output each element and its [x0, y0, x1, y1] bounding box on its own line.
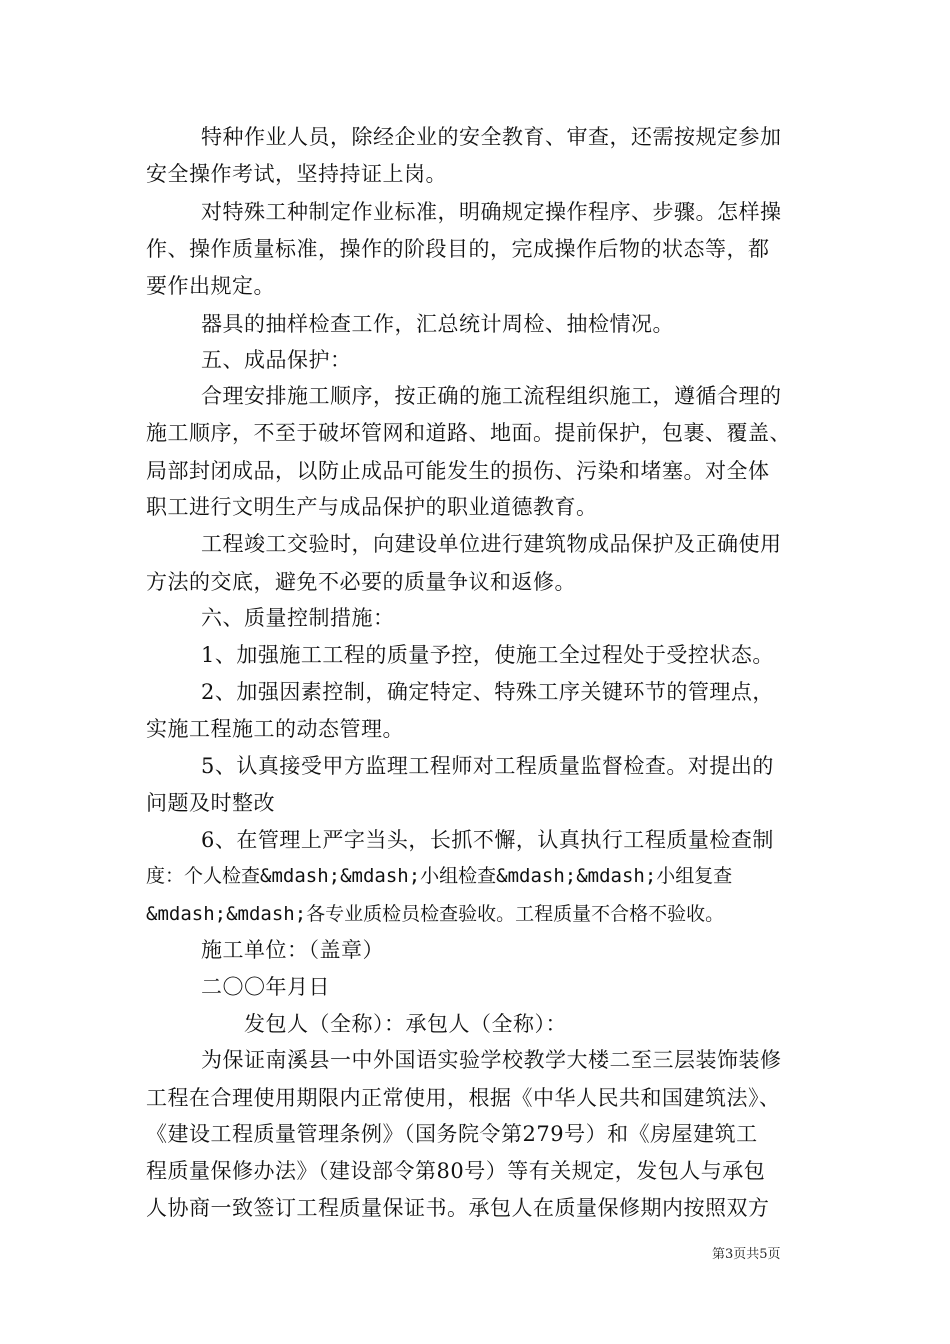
page-number: 第3页共5页 — [712, 1247, 781, 1262]
paragraph-line: 1、加强施工工程的质量予控，使施工全过程处于受控状态。 — [201, 643, 774, 667]
signature-label: 施工单位：（盖章） — [201, 938, 384, 962]
paragraph-line: 施工顺序，不至于破坏管网和道路、地面。提前保护，包裹、覆盖、 — [146, 421, 791, 445]
paragraph-line: 对特殊工种制定作业标准，明确规定操作程序、步骤。怎样操 — [201, 200, 782, 224]
paragraph-line: 工程在合理使用期限内正常使用，根据《中华人民共和国建筑法》、 — [146, 1086, 781, 1110]
paragraph-line: 实施工程施工的动态管理。 — [146, 717, 404, 741]
paragraph-line: 作、操作质量标准，操作的阶段目的，完成操作后物的状态等，都 — [146, 237, 770, 261]
date-line: 二〇〇年月日 — [201, 975, 330, 999]
paragraph-line: 度：个人检查&mdash;&mdash;小组检查&mdash;&mdash;小组复查 — [146, 865, 733, 887]
paragraph-line: 程质量保修办法》（建设部令第80号）等有关规定，发包人与承包 — [146, 1159, 766, 1183]
paragraph-line: 问题及时整改 — [146, 791, 275, 815]
paragraph-line: 6、在管理上严字当头，长抓不懈，认真执行工程质量检查制 — [201, 828, 774, 852]
paragraph-line: 特种作业人员，除经企业的安全教育、审查，还需按规定参加 — [201, 125, 782, 149]
section-heading: 六、质量控制措施： — [201, 606, 395, 630]
parties-line: 发包人（全称）：承包人（全称）： — [244, 1012, 567, 1036]
paragraph-line: 安全操作考试，坚持持证上岗。 — [146, 162, 447, 186]
paragraph-line: 人协商一致签订工程质量保证书。承包人在质量保修期内按照双方 — [146, 1196, 770, 1220]
section-heading: 五、成品保护： — [201, 348, 352, 372]
paragraph-line: 《建设工程质量管理条例》（国务院令第279号）和《房屋建筑工 — [146, 1122, 758, 1146]
paragraph-line: 为保证南溪县一中外国语实验学校教学大楼二至三层装饰装修 — [201, 1048, 782, 1072]
paragraph-line: 职工进行文明生产与成品保护的职业道德教育。 — [146, 495, 598, 519]
paragraph-line: &mdash;&mdash;各专业质检员检查验收。工程质量不合格不验收。 — [146, 903, 725, 925]
paragraph-line: 局部封闭成品，以防止成品可能发生的损伤、污染和堵塞。对全体 — [146, 459, 770, 483]
paragraph-line: 器具的抽样检查工作，汇总统计周检、抽检情况。 — [201, 312, 674, 336]
paragraph-line: 工程竣工交验时，向建设单位进行建筑物成品保护及正确使用 — [201, 532, 782, 556]
paragraph-line: 合理安排施工顺序，按正确的施工流程组织施工，遵循合理的 — [201, 384, 782, 408]
paragraph-line: 5、认真接受甲方监理工程师对工程质量监督检查。对提出的 — [201, 754, 774, 778]
paragraph-line: 方法的交底，避免不必要的质量争议和返修。 — [146, 570, 576, 594]
paragraph-line: 要作出规定。 — [146, 274, 275, 298]
paragraph-line: 2、加强因素控制，确定特定、特殊工序关键环节的管理点， — [201, 680, 774, 704]
